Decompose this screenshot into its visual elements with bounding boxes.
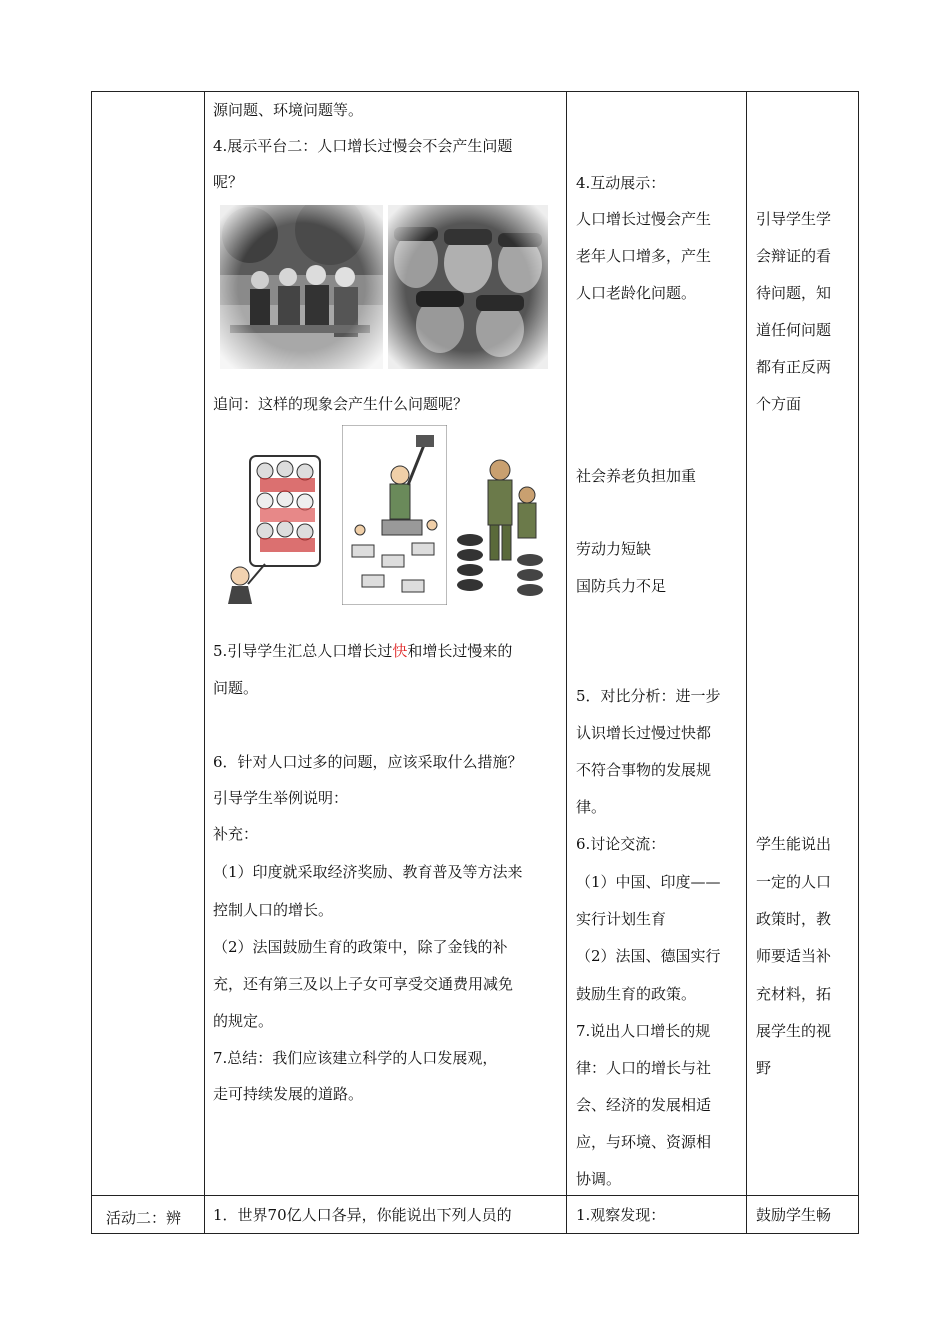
elderly-burden-cartoon: [220, 436, 335, 606]
teacher-text-line: 5.引导学生汇总人口增长过快和增长过慢来的: [213, 642, 513, 660]
labor-shortage-cartoon: [342, 425, 447, 605]
student-text-line: 鼓励生育的政策。: [576, 985, 697, 1003]
intent-text-line: 展学生的视: [756, 1022, 832, 1040]
intent-text-line: 道任何问题: [756, 321, 832, 339]
table-border-left: [91, 91, 92, 1234]
teacher-text-line: 补充：: [213, 825, 259, 843]
student-text-line: 律：人口的增长与社: [576, 1059, 712, 1077]
intent-text-line: 一定的人口: [756, 873, 832, 891]
intent-text-line: 都有正反两: [756, 358, 832, 376]
table-divider-3: [746, 91, 747, 1234]
student-text-line: （2）法国、德国实行: [576, 947, 721, 965]
intent-text-line: 个方面: [756, 395, 802, 413]
teacher-text-line: 源问题、环境问题等。: [213, 101, 364, 119]
highlight-fast: 快: [392, 642, 408, 660]
teacher-text-line: 控制人口的增长。: [213, 901, 334, 919]
table-row-separator: [91, 1195, 859, 1196]
teacher-text-line: （1）印度就采取经济奖励、教育普及等方法来: [213, 863, 523, 881]
teacher-text-line: 充，还有第三及以上子女可享受交通费用减免: [213, 975, 514, 993]
intent-text-line: 鼓励学生畅: [756, 1206, 832, 1224]
teacher-text-line: 问题。: [213, 679, 259, 697]
table-border-bottom: [91, 1233, 859, 1234]
intent-text-line: 引导学生学: [756, 210, 832, 228]
teacher-text-line: 走可持续发展的道路。: [213, 1085, 364, 1103]
teacher-text-line: 1．世界70亿人口各异，你能说出下列人员的: [213, 1206, 512, 1224]
student-text-line: 劳动力短缺: [576, 540, 652, 558]
student-text-line: 不符合事物的发展规: [576, 761, 712, 779]
student-text-line: 协调。: [576, 1170, 622, 1188]
teacher-text-line: 4.展示平台二：人口增长过慢会不会产生问题: [213, 137, 513, 155]
intent-text-line: 野: [756, 1059, 772, 1077]
table-divider-2: [566, 91, 567, 1234]
intent-text-line: 充材料，拓: [756, 985, 832, 1003]
student-text-line: （1）中国、印度——: [576, 873, 721, 891]
teacher-text-line: 呢？: [213, 173, 244, 191]
teacher-text-line: 追问：这样的现象会产生什么问题呢？: [213, 395, 469, 413]
student-text-line: 人口老龄化问题。: [576, 284, 697, 302]
table-border-top: [91, 91, 859, 92]
intent-text-line: 师要适当补: [756, 947, 832, 965]
table-border-right: [858, 91, 859, 1234]
teacher-text-line: 引导学生举例说明：: [213, 789, 349, 807]
intent-text-line: 待问题，知: [756, 284, 832, 302]
student-text-line: 实行计划生育: [576, 910, 667, 928]
elderly-people-sitting-photo: [220, 205, 383, 369]
table-divider-1: [204, 91, 205, 1234]
teacher-text-line: 6．针对人口过多的问题，应该采取什么措施？: [213, 753, 523, 771]
intent-text-line: 学生能说出: [756, 835, 832, 853]
student-text-line: 国防兵力不足: [576, 577, 667, 595]
student-text-line: 人口增长过慢会产生: [576, 210, 712, 228]
teacher-text-line: 的规定。: [213, 1012, 274, 1030]
elderly-men-crowd-photo: [388, 205, 548, 369]
soldier-shortage-cartoon: [455, 440, 547, 605]
activity-two-label: 活动二：辨: [106, 1209, 182, 1227]
student-text-line: 老年人口增多，产生: [576, 247, 712, 265]
student-text-line: 1.观察发现：: [576, 1206, 666, 1224]
intent-text-line: 会辩证的看: [756, 247, 832, 265]
student-text-line: 社会养老负担加重: [576, 467, 697, 485]
student-text-line: 应，与环境、资源相: [576, 1133, 712, 1151]
intent-text-line: 政策时，教: [756, 910, 832, 928]
teacher-text-line: （2）法国鼓励生育的政策中，除了金钱的补: [213, 938, 508, 956]
student-text-line: 7.说出人口增长的规: [576, 1022, 711, 1040]
student-text-line: 律。: [576, 798, 607, 816]
student-text-line: 认识增长过慢过快都: [576, 724, 712, 742]
teacher-text-line: 7.总结：我们应该建立科学的人口发展观，: [213, 1049, 498, 1067]
student-text-line: 6.讨论交流：: [576, 835, 666, 853]
student-text-line: 5．对比分析：进一步: [576, 687, 721, 705]
student-text-line: 会、经济的发展相适: [576, 1096, 712, 1114]
student-text-line: 4.互动展示：: [576, 174, 666, 192]
